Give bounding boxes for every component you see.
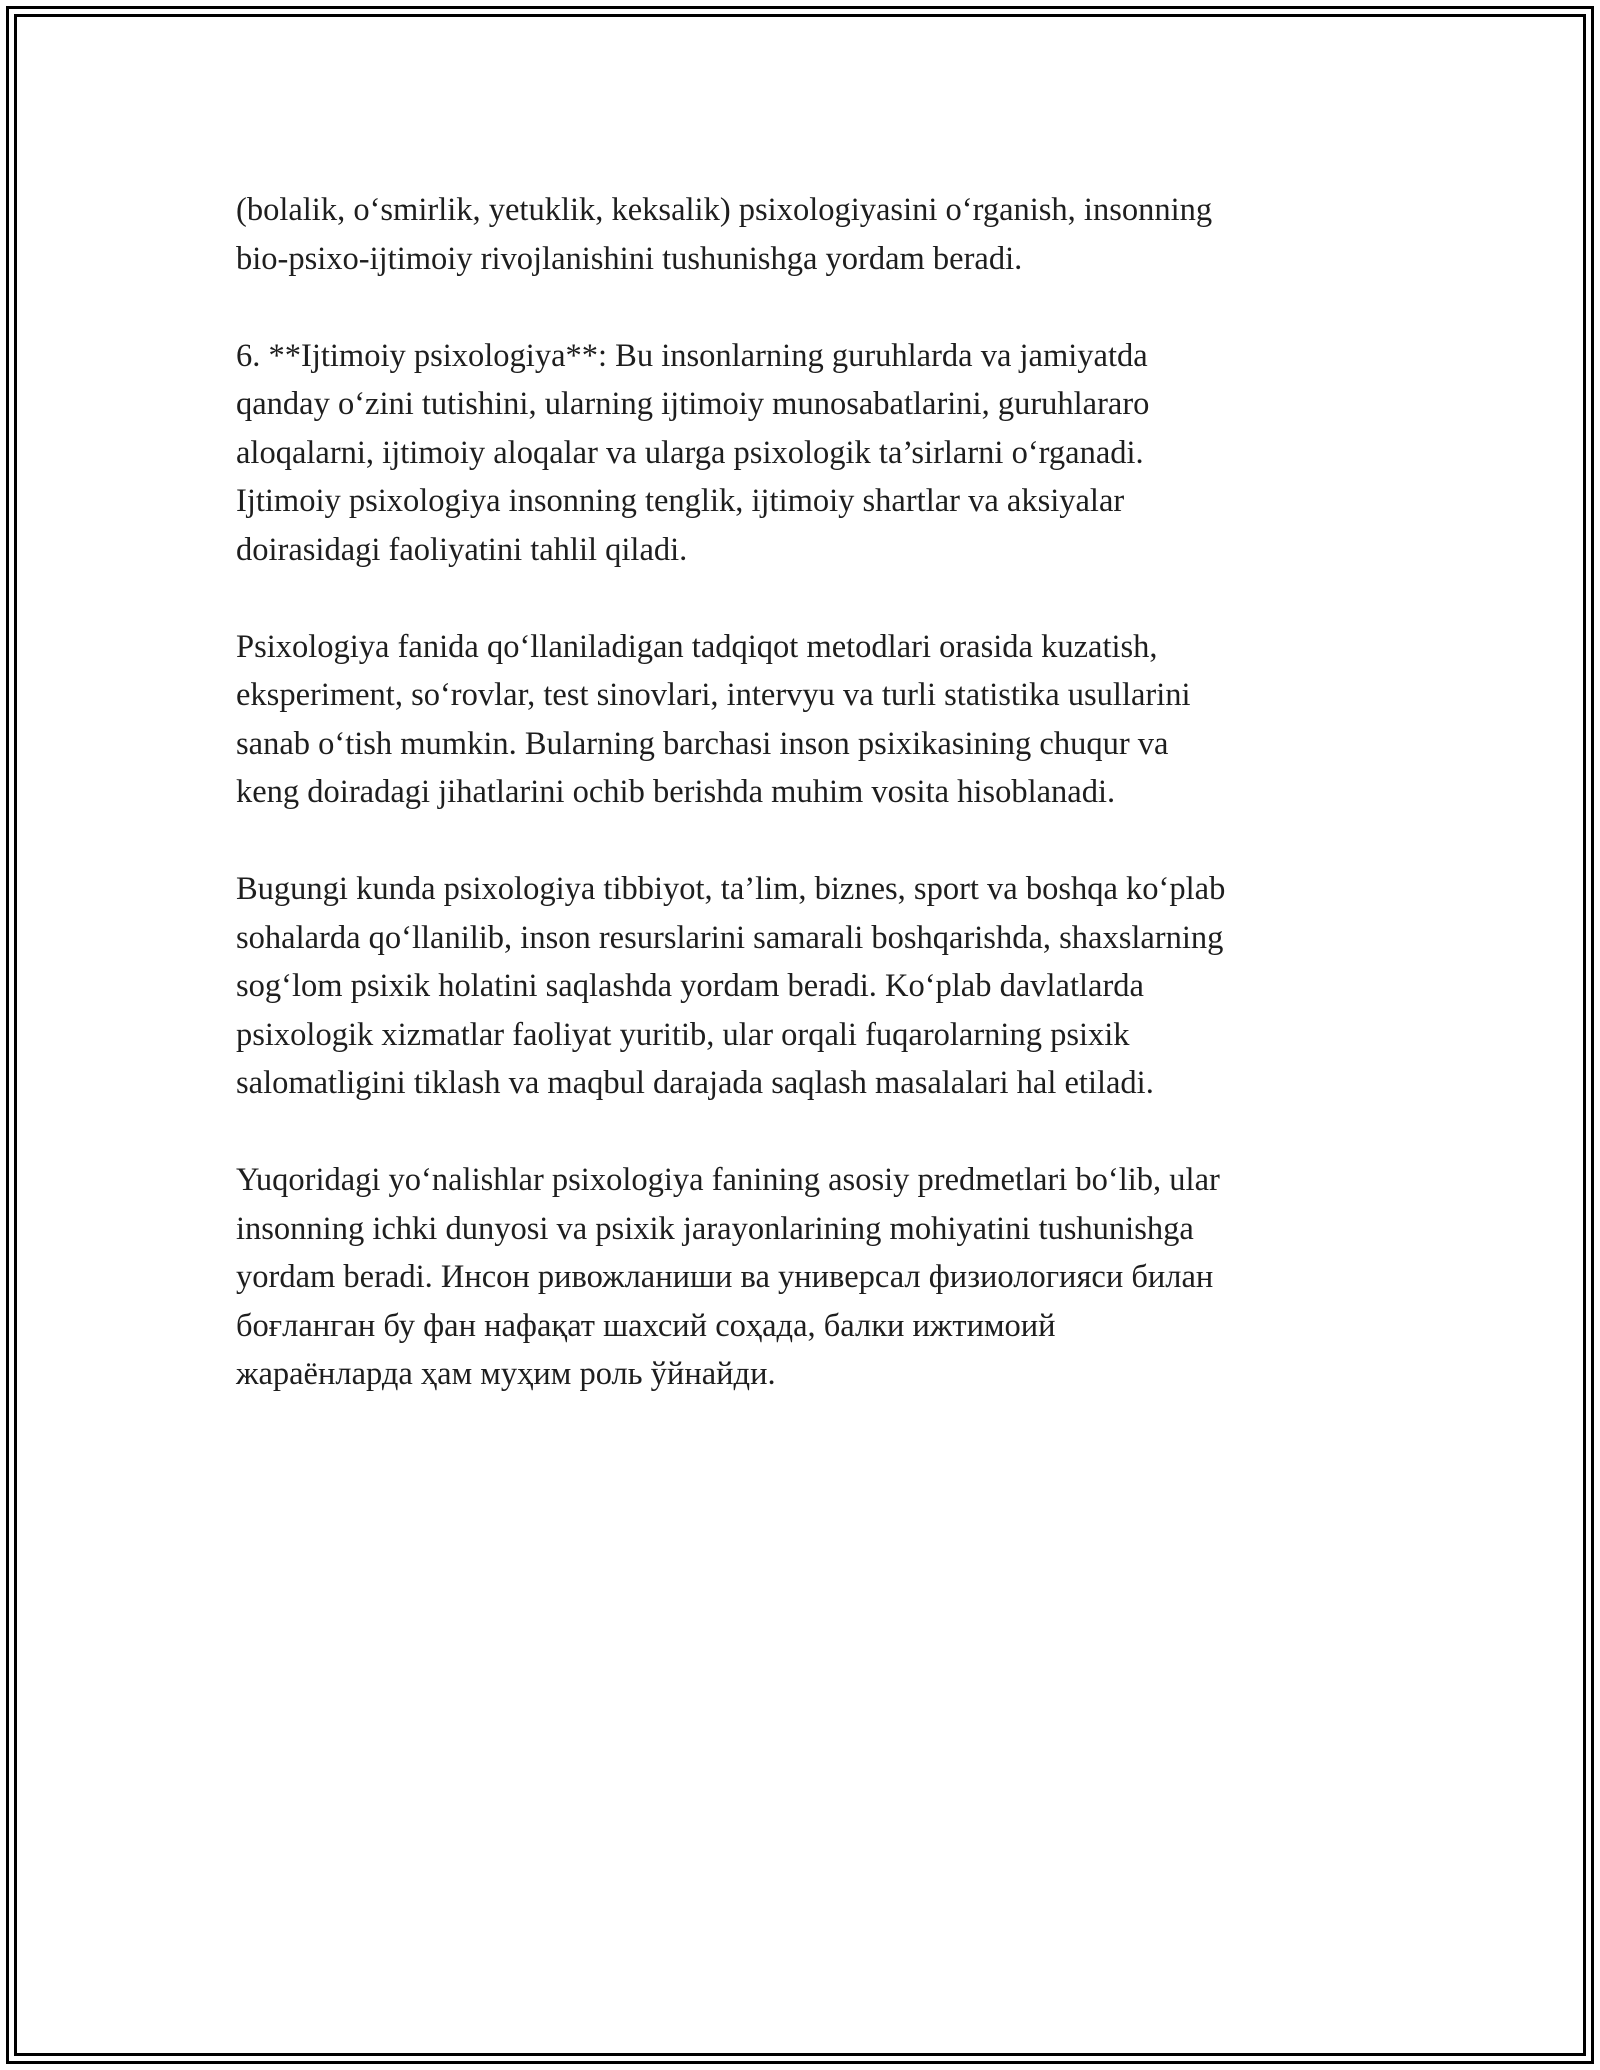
text-line: qanday o‘zini tutishini, ularning ijtimoiy munosabatlarini, guruhlararo — [236, 386, 1150, 422]
text-line: жараёнларда ҳам муҳим роль ўйнайди. — [236, 1356, 776, 1392]
text-line: (bolalik, o‘smirlik, yetuklik, keksalik) psixologiyasini o‘rganish, insonning — [236, 192, 1213, 228]
text-line: keng doiradagi jihatlarini ochib berishda muhim vosita hisoblanadi. — [236, 774, 1116, 810]
text-line: doirasidagi faoliyatini tahlil qiladi. — [236, 531, 688, 568]
text-line: Yuqoridagi yo‘nalishlar psixologiya fanining asosiy predmetlari bo‘lib, ular — [236, 1162, 1220, 1198]
paragraph-research-methods — [236, 623, 1366, 817]
text-line: sog‘lom psixik holatini saqlashda yordam beradi. Ko‘plab davlatlarda — [236, 968, 1144, 1004]
paragraph-social-psychology — [236, 332, 1366, 575]
text-line: salomatligini tiklash va maqbul darajada saqlash masalalari hal etiladi. — [236, 1065, 1154, 1101]
paragraph-applications — [236, 865, 1366, 1108]
text-line: боғланган бу фан нафақат шахсий соҳада, балки ижтимоий — [236, 1307, 1056, 1344]
text-line: yordam beradi. Инсон ривожланиши ва универсал физиологияси билан — [236, 1259, 1214, 1295]
text-line: sohalarda qo‘llanilib, inson resurslarini samarali boshqarishda, shaxslarning — [236, 919, 1224, 956]
text-line: Bugungi kunda psixologiya tibbiyot, ta’lim, biznes, sport va boshqa ko‘plab — [236, 871, 1226, 907]
text-line: 6. **Ijtimoiy psixologiya**: Bu insonlarning guruhlarda va jamiyatda — [236, 337, 1148, 374]
text-line: Ijtimoiy psixologiya insonning tenglik, ijtimoiy shartlar va aksiyalar — [236, 483, 1125, 519]
document-body — [236, 186, 1366, 1447]
paragraph-conclusion — [236, 1156, 1366, 1399]
text-line: eksperiment, so‘rovlar, test sinovlari, intervyu va turli statistika usullarini — [236, 677, 1191, 713]
text-line: psixologik xizmatlar faoliyat yuritib, ular orqali fuqarolarning psixik — [236, 1016, 1130, 1053]
text-line: insonning ichki dunyosi va psixik jarayonlarining mohiyatini tushunishga — [236, 1210, 1194, 1247]
text-line: bio-psixo-ijtimoiy rivojlanishini tushunishga yordam beradi. — [236, 240, 1023, 277]
text-line: Psixologiya fanida qo‘llaniladigan tadqiqot metodlari orasida kuzatish, — [236, 628, 1158, 665]
paragraph-age-psychology — [236, 186, 1366, 283]
text-line: aloqalarni, ijtimoiy aloqalar va ularga psixologik ta’sirlarni o‘rganadi. — [236, 434, 1144, 471]
text-line: sanab o‘tish mumkin. Bularning barchasi inson psixikasining chuqur va — [236, 725, 1169, 762]
